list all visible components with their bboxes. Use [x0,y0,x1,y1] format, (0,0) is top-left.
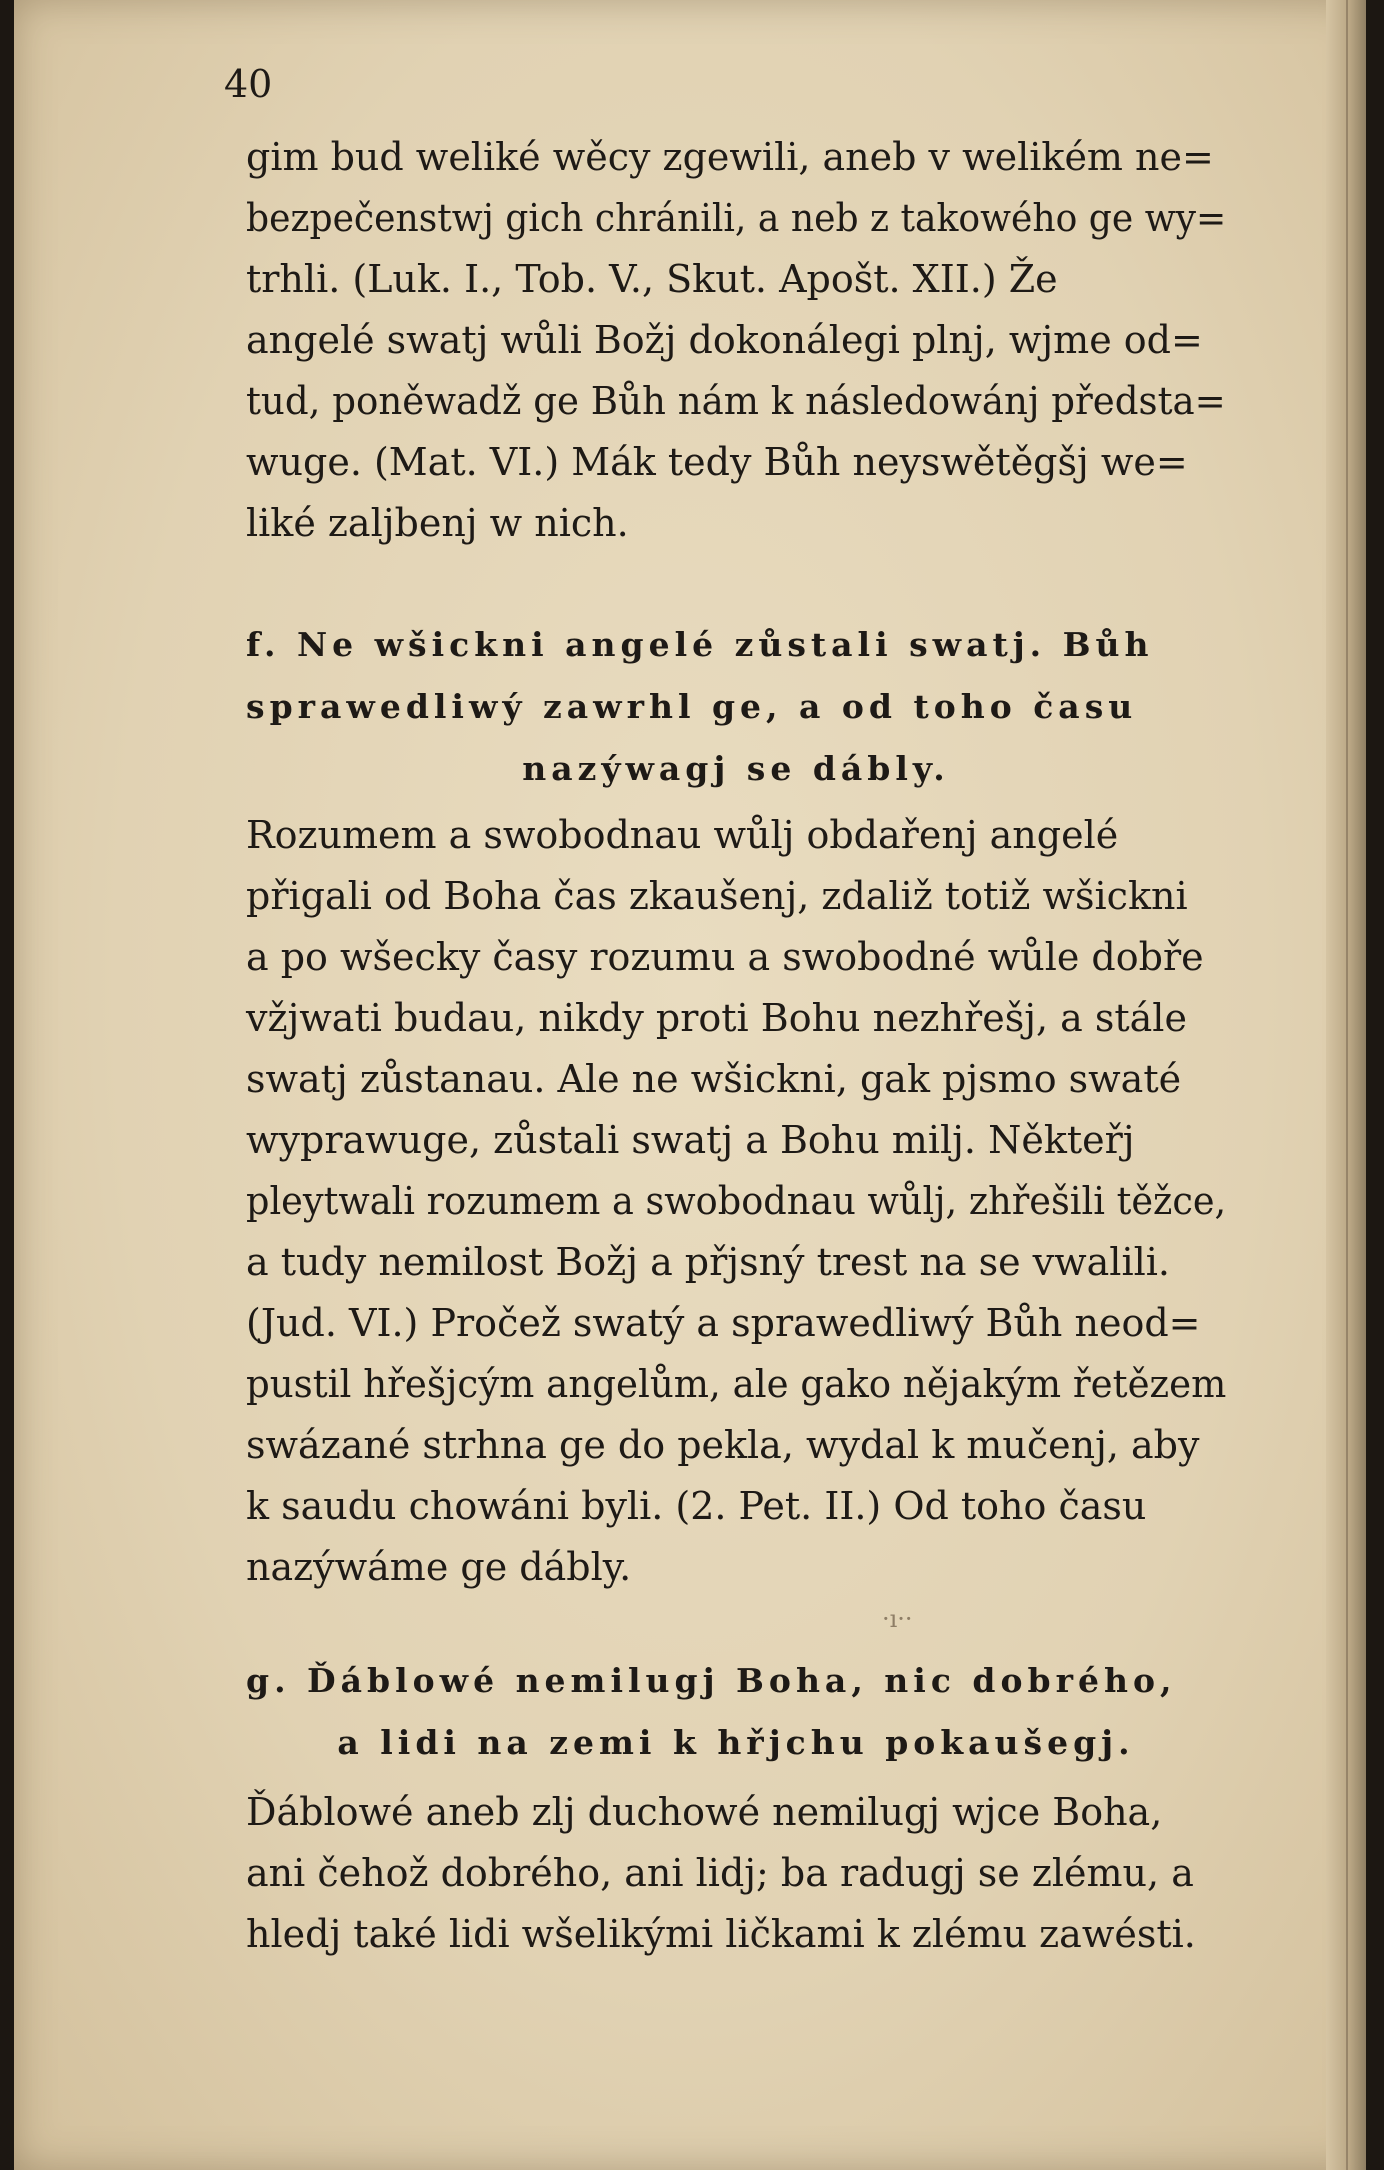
text-line: a tudy nemilost Božj a přjsný trest na se vwalili. [246,1240,1170,1284]
text-line: vžjwati budau, nikdy proti Bohu nezhřešj, a stále [246,996,1187,1040]
heading-line: nazýwagj se dábly. [522,749,950,788]
text-line: Rozumem a swobodnau wůlj obdařenj angelé [246,813,1119,857]
gutter-line [1346,0,1348,2170]
heading-line: sprawedliwý zawrhl ge, a od toho času [246,687,1138,726]
text-line: Ďáblowé aneb zlj duchowé nemilugj wjce Boha, [246,1790,1163,1834]
text-line: swázané strhna ge do pekla, wydal k mučenj, aby [246,1423,1200,1467]
paragraph-2 [246,805,1226,1598]
text-line: gim bud weliké wěcy zgewili, aneb v welikém ne= [246,135,1214,179]
text-line: liké zaljbenj w nich. [246,501,629,545]
text-line: nazýwáme ge dábly. [246,1545,632,1589]
text-line: wuge. (Mat. VI.) Mák tedy Bůh neyswětěgšj we= [246,440,1188,484]
text-line: wyprawuge, zůstali swatj a Bohu milj. Někteřj [246,1118,1135,1162]
text-line: swatj zůstanau. Ale ne wšickni, gak pjsmo swaté [246,1057,1182,1101]
page-number: 40 [224,62,273,106]
text-line: a po wšecky časy rozumu a swobodné wůle dobře [246,935,1204,979]
text-line: bezpečenstwj gich chránili, a neb z takowého ge wy= [246,196,1227,240]
ink-smudge: ·ı·· [882,1605,913,1633]
text-line: tud, poněwadž ge Bůh nám k následowánj předsta= [246,379,1226,423]
text-line: k saudu chowáni byli. (2. Pet. II.) Od toho času [246,1484,1147,1528]
heading-line: g. Ďáblowé nemilugj Boha, nic dobrého, [246,1661,1177,1700]
section-heading-f [246,614,1226,800]
text-line: (Jud. VI.) Pročež swatý a sprawedliwý Bůh neod= [246,1301,1201,1345]
text-line: ani čehož dobrého, ani lidj; ba radugj se zlému, a [246,1851,1194,1895]
section-heading-g [246,1650,1226,1774]
text-line: pleytwali rozumem a swobodnau wůlj, zhřešili těžce, [246,1179,1227,1223]
heading-line: f. Ne wšickni angelé zůstali swatj. Bůh [246,625,1154,664]
text-line: pustil hřešjcým angelům, ale gako nějakým řetězem [246,1362,1227,1406]
text-line: trhli. (Luk. I., Tob. V., Skut. Apošt. XII.) Že [246,257,1058,301]
heading-line: a lidi na zemi k hřjchu pokaušegj. [337,1723,1135,1762]
text-line: hledj také lidi wšelikými ličkami k zlému zawésti. [246,1912,1196,1956]
paragraph-3 [246,1782,1226,1965]
text-line: angelé swatj wůli Božj dokonálegi plnj, wjme od= [246,318,1203,362]
text-line: přigali od Boha čas zkaušenj, zdaliž totiž wšickni [246,874,1188,918]
paragraph-1 [246,127,1226,554]
book-page [14,0,1366,2170]
